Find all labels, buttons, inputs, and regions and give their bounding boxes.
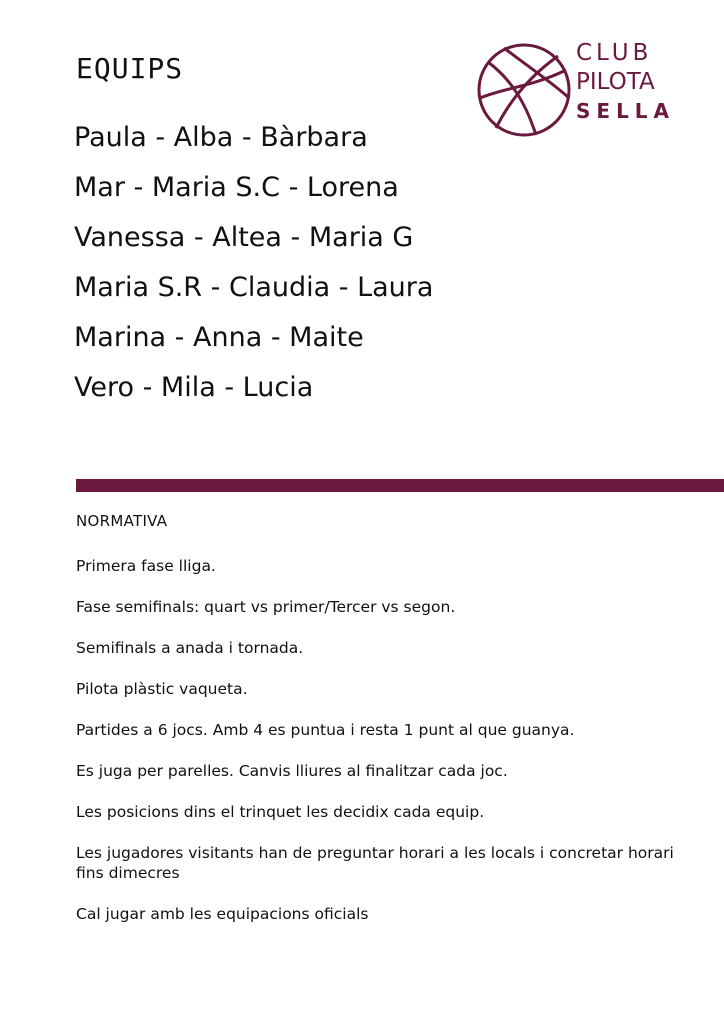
rule-item: Cal jugar amb les equipacions oficials <box>76 905 369 923</box>
rule-item: Pilota plàstic vaqueta. <box>76 680 248 698</box>
rule-item: Primera fase lliga. <box>76 557 216 575</box>
team-item: Vero - Mila - Lucia <box>74 372 314 403</box>
rules-title: NORMATIVA <box>76 512 168 530</box>
teams-list <box>74 118 433 414</box>
rule-item: Es juga per parelles. Canvis lliures al finalitzar cada joc. <box>76 762 508 780</box>
rule-item: Semifinals a anada i tornada. <box>76 639 304 657</box>
rules-list <box>76 556 686 945</box>
team-item: Mar - Maria S.C - Lorena <box>74 172 399 203</box>
rule-item: Les jugadores visitants han de preguntar horari a les locals i concretar horari fins dimecres <box>76 844 674 882</box>
logo-line-sella: SELLA <box>576 99 676 123</box>
rule-item: Fase semifinals: quart vs primer/Tercer vs segon. <box>76 598 456 616</box>
page-title: EQUIPS <box>76 52 184 85</box>
logo-text <box>576 42 675 121</box>
pilota-ball-icon <box>474 40 574 140</box>
team-item: Marina - Anna - Maite <box>74 322 364 353</box>
team-item: Paula - Alba - Bàrbara <box>74 122 368 153</box>
logo-line-pilota: PILOTA <box>576 69 655 95</box>
team-item: Maria S.R - Claudia - Laura <box>74 272 434 303</box>
section-divider <box>76 479 724 492</box>
club-logo <box>474 40 674 140</box>
rule-item: Les posicions dins el trinquet les decidix cada equip. <box>76 803 485 821</box>
logo-line-club: CLUB <box>576 40 653 66</box>
team-item: Vanessa - Altea - Maria G <box>74 222 414 253</box>
rule-item: Partides a 6 jocs. Amb 4 es puntua i resta 1 punt al que guanya. <box>76 721 575 739</box>
